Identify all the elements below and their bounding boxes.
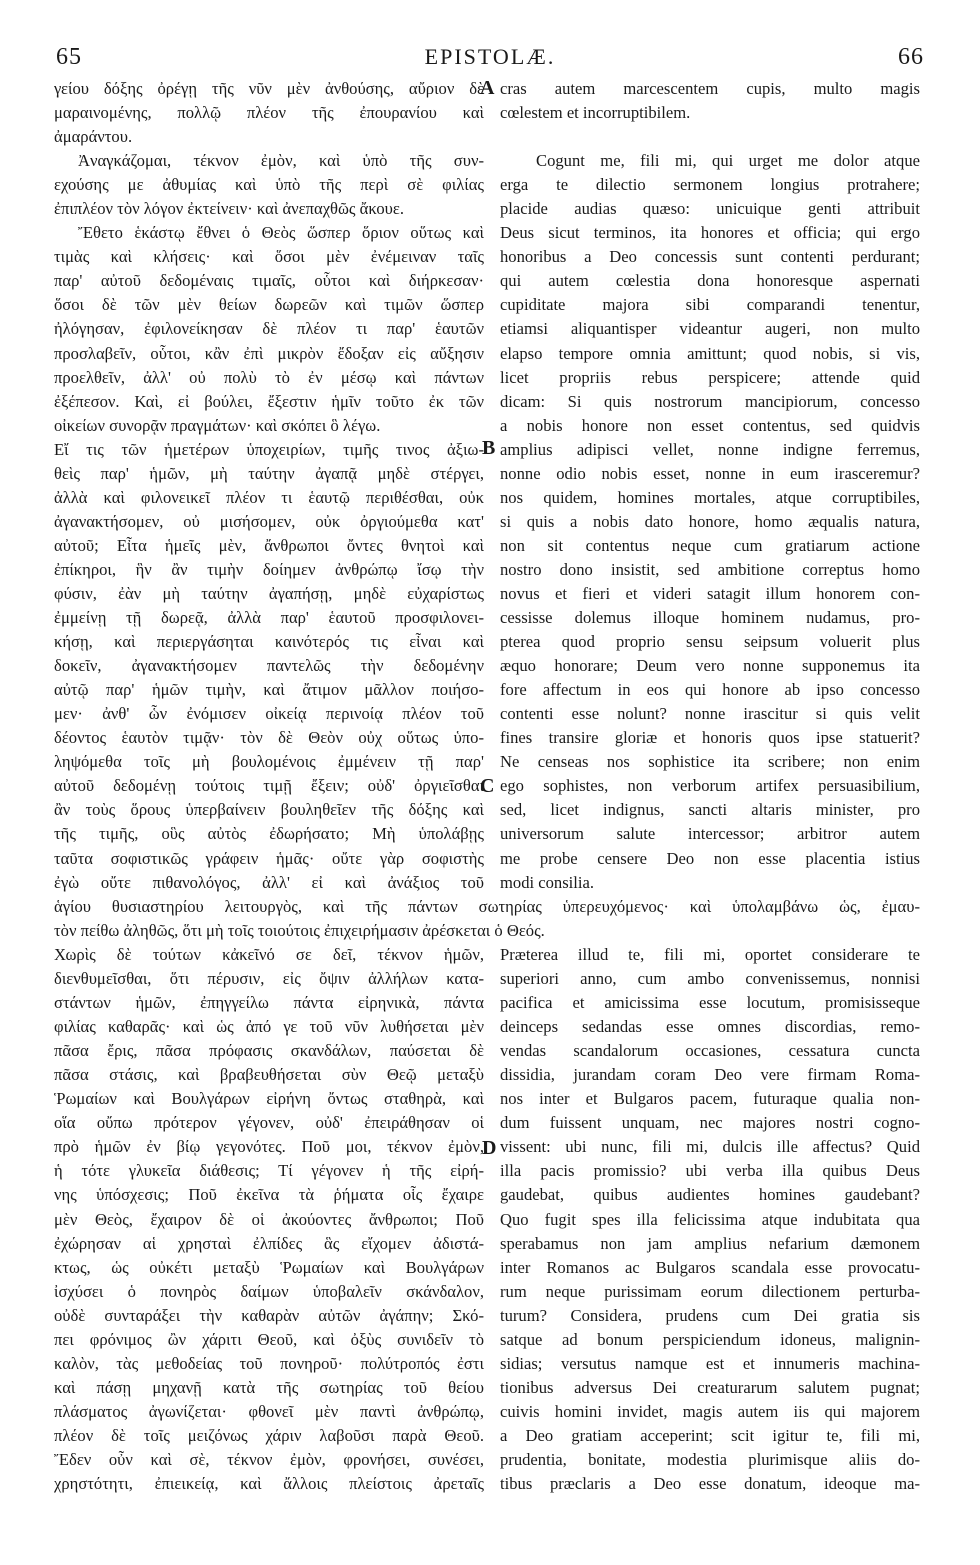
text-line: qui autem cœlestia dona honoresque aspernati (500, 271, 920, 291)
text-line: nos inter et Bulgaros pacem, futuraque qualia non- (500, 1089, 920, 1109)
text-line: ἐμμείνῃ τῇ δωρεᾷ, ἀλλὰ παρ' ἑαυτοῦ προσφιλονει- (54, 608, 484, 628)
text-line: καὶ πάσῃ μηχανῇ κατὰ τῆς σωτηρίας τοῦ θείου (54, 1377, 484, 1397)
text-line: fines transire gloriæ et honoris quos ipse statuerit? (500, 728, 920, 748)
text-line: nostro dono insistit, sed ambitione correptus homo (500, 559, 920, 579)
text-line: αὐτῷ παρ' ἡμῶν τιμὴν, καὶ ἄτιμον μᾶλλον ποιήσο- (54, 680, 484, 700)
text-line: Ἀναγκάζομαι, τέκνον ἐμὸν, καὶ ὑπὸ τῆς συν- (78, 151, 484, 171)
running-title: EPISTOLÆ. (424, 44, 556, 69)
text-line: etiamsi aliquantisper videantur augeri, non multo (500, 319, 920, 339)
text-line: μὲν Θεὸς, ἔχαιρον δὲ οἱ ἀκούοντες ἄνθρωποι; Ποῦ (54, 1209, 484, 1229)
section-marker-c: C (480, 775, 495, 797)
text-line: παρ' αὐτοῦ δεδομέναις τιμαῖς, οὗτοι καὶ διήρκεσαν· (54, 271, 484, 291)
text-line: Ne censeas nos sophistice ita scribere; non enim (500, 752, 920, 772)
text-line: inter Romanos ac Bulgaros scandala esse provocatu- (500, 1257, 920, 1277)
text-line: ἐπιπλέον τὸν λόγον ἐκτείνειν· καὶ ἀνεπαχθῶς ἄκουε. (54, 199, 404, 219)
text-line: οἰκείων συνορᾷν πραγμάτων· καὶ σκόπει ὃ λέγω. (54, 415, 381, 435)
text-line: οὐδὲ συνταράξει τὴν καθαρὰν αὐτῶν ἀγάπην; Σκό- (54, 1305, 484, 1325)
text-line: πλάσματος ἀγωνίζεται· φθονεῖ μὲν παντὶ ἀνθρώπῳ, (54, 1401, 484, 1421)
text-line: tionibus adversus Dei creaturarum salutem pugnat; (500, 1377, 920, 1397)
text-line: καλὸν, τὰς μεθοδείας τοῦ πονηροῦ· πολύτροπός ἐστι (54, 1353, 484, 1373)
text-line: Ἔδεν οὖν καὶ σὲ, τέκνον ἐμὸν, φρονήσει, συνέσει, (54, 1449, 484, 1469)
text-line: μεν· ἀνθ' ὧν ἐνόμισεν οἰκείᾳ περινοίᾳ πλέον τοῦ (54, 704, 484, 724)
text-line: ego sophistes, non verborum artifex persuasibilium, (500, 776, 920, 796)
text-line: ἰσχύσει ὁ πονηρὸς δαίμων ὑποβαλεῖν σκάνδαλον, (54, 1281, 484, 1301)
text-line: πρὸ ἡμῶν ἐν βίῳ γεγονότες. Ποῦ μοι, τέκνον ἐμὸν, (54, 1137, 484, 1157)
text-line: θεὶς παρ' ἡμῶν, μὴ ταύτην ἀγαπᾷ μηδὲ στέργει, (54, 463, 484, 483)
text-line: Χωρὶς δὲ τούτων κἀκεῖνό σε δεῖ, τέκνον ἡμῶν, (54, 945, 484, 964)
text-line: Præterea illud te, fili mi, oportet considerare te (500, 945, 920, 964)
text-line: cœlestem et incorruptibilem. (500, 103, 691, 123)
text-line: dicam: Si quis nostrorum mancipiorum, concesso (500, 391, 920, 411)
text-line: πλέον δὲ τοῖς μειζόνως χάριν λαβοῦσι παρὰ Θεοῦ. (54, 1425, 484, 1445)
text-line: si quis a nobis dato honore, homo æqualis natura, (500, 511, 920, 531)
page-number-right: 66 (898, 44, 924, 70)
text-line: dissidia, jurandam coram Deo vere firmam Roma- (500, 1065, 920, 1085)
text-line: οἵα οὔπω πρότερον γέγονεν, οὐδ' ἐπειράθησαν οἱ (54, 1113, 484, 1133)
text-line: modi consilia. (500, 872, 595, 892)
text-line: ἀμαράντου. (54, 127, 133, 147)
text-line: novus et fieri et videri satagit illum honorem con- (500, 583, 920, 603)
text-line: γείου δόξης ὀρέγῃ τῆς νῦν μὲν ἀνθούσης, αὔριον δὲ (54, 79, 484, 98)
text-line: ληψόμεθα τοῖς μὴ βουλομένοις ἐμμένειν τῇ παρ' (54, 752, 484, 772)
text-line: ταῦτα σοφιστικῶς γράφειν ἡμᾶς· οὔτε γὰρ σοφιστὴς (54, 848, 484, 868)
text-line: honoribus a Deo concessis sunt contenti perdurant; (500, 247, 920, 267)
text-line: sperabamus non jam amplius nefarium dæmonem (500, 1233, 920, 1253)
text-line: ἐγὼ οὔτε πιθανολόγος, ἀλλ' εἰ καὶ ἀνάξιος τοῦ (54, 872, 484, 892)
section-marker-b: B (482, 437, 496, 459)
text-line: fore affectum in eos qui honore ab ipso concesso (500, 680, 920, 700)
text-line: φιλίας καθαρᾶς· καὶ ὡς ἀπό γε τοῦ νῦν λυθήσεται μὲν (54, 1017, 484, 1037)
text-line: nonne odio nobis esset, nonne in eum irasceremur? (500, 463, 920, 483)
text-line: ἡ τότε γλυκεῖα διάθεσις; Τί γέγονεν ἡ τῆς εἰρή- (54, 1161, 484, 1181)
text-line: ἂν τοὺς ὅρους ὑπερβαίνειν βουληθεῖεν τῆς δόξης καὶ (54, 800, 484, 820)
text-line: προελθεῖν, ἀλλ' οὐ πολὺ τὸ ἐν μέσῳ καὶ πάντων (54, 367, 484, 387)
text-line: prudentia, bonitate, modestia plurimisque aliis do- (500, 1449, 920, 1469)
text-line: κήσῃ, καὶ περιεργάσηται καινότερός τις εἶναι καὶ (54, 632, 484, 652)
text-line: τὸν πείθω ἀληθῶς, ὅτι μὴ τοῖς τοιούτοις ἐπιχειρήμασιν ἀρέσκεται ὁ Θεός. (54, 921, 545, 941)
text-line: Ἔθετο ἑκάστῳ ἔθνει ὁ Θεὸς ὥσπερ ὅριον οὕτως καὶ (78, 223, 484, 243)
text-line: ἐπίκηροι, ἣν ἂν τιμὴν δοίημεν ἀνθρώπῳ ἴσῳ τὴν (54, 559, 484, 579)
text-line: pterea quod proprio sensu seipsum voluerit plus (500, 632, 920, 652)
text-line: sed, licet indignus, sancti altaris minister, pro (500, 800, 920, 820)
page-header (56, 44, 924, 76)
text-line: tibus præclaris a Deo esse donatum, ideoque ma- (500, 1474, 920, 1494)
text-line: Quo fugit spes illa felicissima atque indubitata qua (500, 1209, 920, 1229)
text-line: τιμὰς καὶ κλήσεις· καὶ ὅσοι μὲν ἐνέμειναν ταῖς (54, 247, 484, 267)
text-line: χρηστότητι, ἐπιεικείᾳ, καὶ ἄλλοις πλείστοις ἀρεταῖς (54, 1474, 484, 1494)
text-line: προσλαβεῖν, οὗτοι, κἂν ἐπὶ μικρὸν ἔδοξαν εἰς αὔξησιν (54, 343, 484, 363)
text-line: Εἴ τις τῶν ἡμετέρων ὑποχειρίων, τιμῆς τινος ἀξιω- (54, 439, 484, 459)
text-line: deinceps sedandas esse omnes discordias, remo- (500, 1017, 920, 1037)
text-line: æquo honorare; Deum vero nonne supponemus ita (500, 656, 920, 676)
latin-column-bottom (500, 943, 920, 1496)
text-line: πᾶσα ἔρις, πᾶσα πρόφασις σκανδάλων, παύσεται δὲ (54, 1041, 484, 1061)
text-line: ἠλόγησαν, ἐφιλονείκησαν δὲ πλέον τι παρ' ἑαυτῶν (54, 319, 484, 339)
text-line: εχούσης με ἀθυμίας καὶ ὑπὸ τῆς περὶ σὲ φιλίας (54, 175, 484, 195)
text-line: κτως, ὡς οὐκέτι μεταξὺ Ῥωμαίων καὶ Βουλγάρων (54, 1257, 484, 1277)
text-line: ὅσοι δὲ τῶν μὲν θείων δωρεῶν καὶ τιμῶν ὥσπερ (54, 295, 484, 315)
text-line: turum? Considera, prudens cum Dei gratia sis (500, 1305, 920, 1325)
page-number-left: 65 (56, 44, 82, 70)
text-line: ἐχώρησαν αἱ χρησταὶ ἐλπίδες ἃς εἴχομεν ἀδιστά- (54, 1233, 484, 1253)
text-line: me probe censere Deo non esse placentia istius (500, 848, 920, 868)
text-line: placide audias quæso: unicuique genti attribuit (500, 199, 920, 219)
text-line: nos quidem, homines mortales, atque corruptibiles, (500, 487, 920, 507)
latin-column-top (500, 77, 920, 895)
text-line: dum fuissent unquam, nec majores nostri cogno- (500, 1113, 920, 1133)
text-line: ἁγίου θυσιαστηρίου λειτουργὸς, καὶ τῆς πάντων σωτηρίας ὑπερευχόμενος· καὶ ὑπολαμβάνω ὡς, ἐμαυ- (54, 897, 920, 916)
text-line (500, 125, 920, 149)
text-line: ἀλλὰ καὶ φιλονεικεῖ πλέον τι ἑαυτῷ περιθέσθαι, οὐκ (54, 487, 484, 507)
section-marker-d: D (482, 1137, 497, 1159)
text-line: vissent: ubi nunc, fili mi, dulcis ille affectus? Quid (500, 1137, 920, 1157)
section-marker-a: A (480, 77, 495, 99)
text-line: licet propriis rebus perspicere; attende quid (500, 367, 920, 387)
text-line: Ῥωμαίων καὶ Βουλγάρων εἰρήνη ὄντως σταθηρὰ, καὶ (54, 1089, 484, 1109)
text-line: ἀγανακτήσομεν, οὐ μισήσομεν, οὐκ ὀργιούμεθα κατ' (54, 511, 484, 531)
text-line: cuivis homini invidet, magis autem iis qui majorem (500, 1401, 920, 1421)
greek-column-top (54, 77, 484, 895)
text-line: amplius adipisci vellet, nonne indigne ferremus, (500, 439, 920, 459)
text-line: μαραινομένης, πολλῷ πλέον τῆς ἐπουρανίου καὶ (54, 103, 484, 123)
text-line: vendas scandalorum occasiones, cessatura cuncta (500, 1041, 920, 1061)
greek-column-bottom (54, 943, 484, 1496)
text-line: τῆς τιμῆς, οὓς αὐτὸς ἐδωρήσατο; Μὴ ὑπολάβῃς (54, 824, 484, 844)
text-line: cessisse dolemus illoque hominem nudamus, pro- (500, 608, 920, 628)
text-line: erga te dilectio sermonem longius protrahere; (500, 175, 920, 195)
text-line: δέοντος ἑαυτὸν τιμᾷν· τὸν δὲ Θεὸν οὐχ οὕτως ὑπο- (54, 728, 484, 748)
text-line: αὐτοῦ δεδομένῃ τούτοις τιμῇ ἔξειν; οὐδ' ὀργιεῖσθαι (54, 776, 484, 796)
text-line: πᾶσα στάσις, καὶ βραβευθήσεται σὺν Θεῷ μεταξὺ (54, 1065, 484, 1085)
text-line: contenti esse nolunt? nonne irascitur si quis velit (500, 704, 920, 724)
text-line: a nobis honore non esset contentus, sed quidvis (500, 415, 920, 435)
text-line: non sit contentus neque cum gratiarum actione (500, 535, 920, 555)
text-line: νης ὑπόσχεσις; Ποῦ ἐκεῖνα τὰ ῥήματα οἷς ἔχαιρε (54, 1185, 484, 1205)
text-line: ἐξέπεσον. Καὶ, εἰ βούλει, ἔξεστιν ἡμῖν τοῦτο ἐκ τῶν (54, 391, 484, 411)
text-line: δοκεῖν, ἀγανακτήσομεν παντελῶς τὴν δεδομένην (54, 656, 484, 676)
text-line: elapso tempore omnia amittunt; quod nobis, si vis, (500, 343, 920, 363)
full-width-greek-text (54, 895, 920, 943)
text-line: Deus sicut terminos, ita honores et officia; qui ergo (500, 223, 920, 243)
text-line: αὐτοῦ; Εἶτα ἡμεῖς μὲν, ἄνθρωποι ὄντες θνητοὶ καὶ (54, 535, 484, 555)
text-line: rum neque purissimam eorum dilectionem perturba- (500, 1281, 920, 1301)
text-line: Cogunt me, fili mi, qui urget me dolor atque (536, 151, 920, 171)
text-line: illa pacis promissio? ubi verba illa quibus Deus (500, 1161, 920, 1181)
text-line: satque ad bonum perspiciendum idoneus, malignin- (500, 1329, 920, 1349)
text-line: sidias; versutus namque est et innumeris machina- (500, 1353, 920, 1373)
text-line: διενθυμεῖσθαι, ὅτι πέρυσιν, εἰς ὄψιν ἀλλήλων κατα- (54, 969, 484, 989)
text-line: gaudebat, quibus audientes homines gaudebant? (500, 1185, 920, 1205)
text-line: a Deo gratiam acceperint; scit igitur te, fili mi, (500, 1425, 920, 1445)
text-line: στάντων ἡμῶν, ἐπηγγείλω πάντα εἰρηνικὰ, πάντα (54, 993, 484, 1013)
text-line: superiori anno, cum ambo convenissemus, nonnisi (500, 969, 920, 989)
text-line: πει φρόνιμος ὢν χάριτι Θεοῦ, καὶ ὀξὺς συνιδεῖν τὸ (54, 1329, 484, 1349)
text-line: pacifica et amicissima esse locutum, promisisseque (500, 993, 920, 1013)
text-line: cras autem marcescentem cupis, multo magis (500, 79, 920, 98)
text-line: universorum salute intercessor; arbitror autem (500, 824, 920, 844)
text-line: cupiditate majora sibi comparandi tenentur, (500, 295, 920, 315)
text-line: φύσιν, ἐὰν μὴ ταύτην ἀγαπήσῃ, μηδὲ εὐχαρίστως (54, 583, 484, 603)
